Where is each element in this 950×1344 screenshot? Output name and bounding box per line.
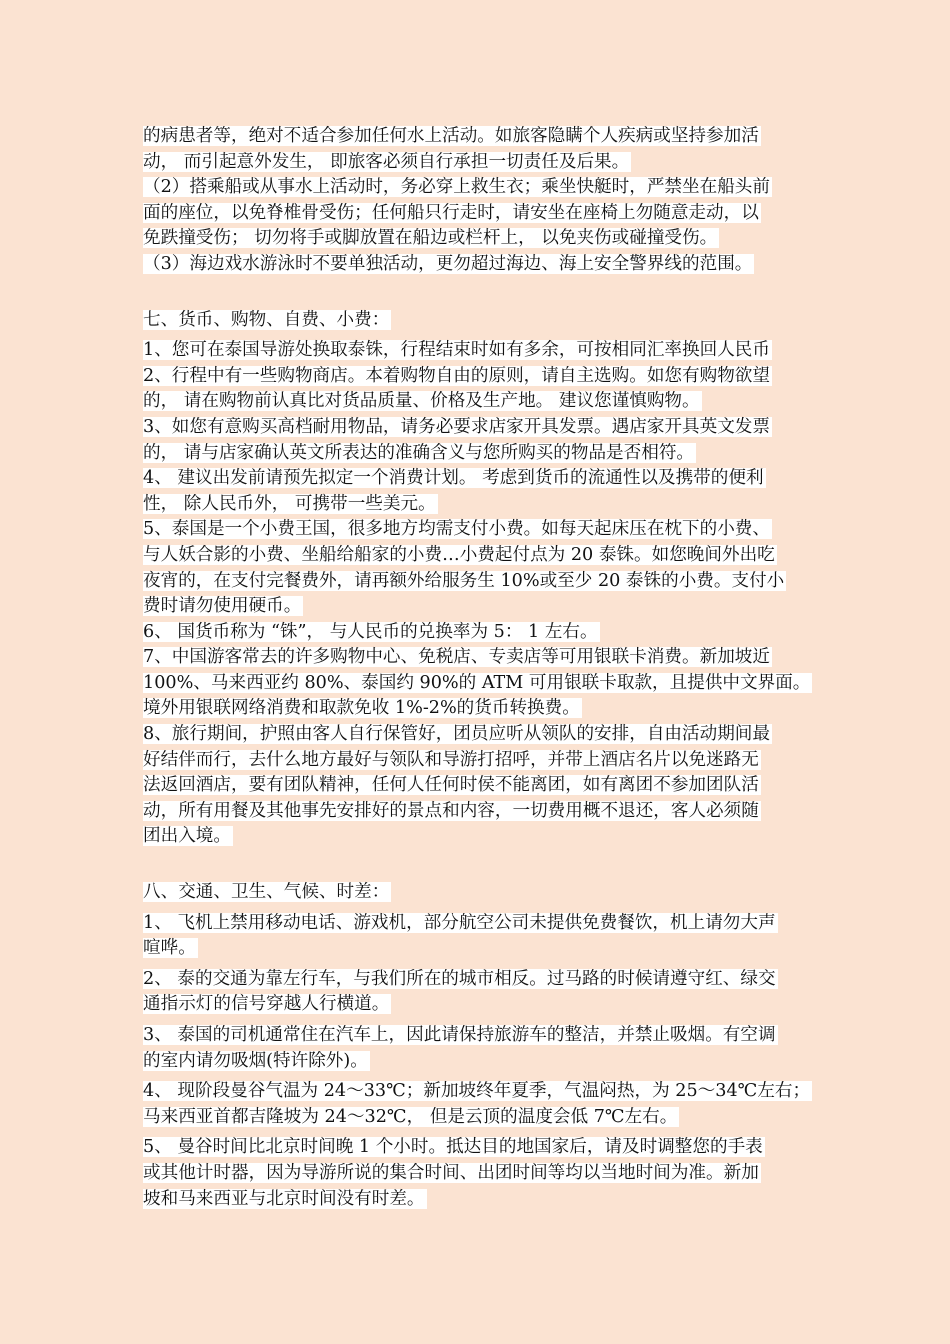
text-line: 面的座位，以免脊椎骨受伤；任何船只行走时，请安坐在座椅上勿随意走动，以 <box>143 202 759 223</box>
text-line: 境外用银联网络消费和取款免收 1%-2%的货币转换费。 <box>143 698 580 719</box>
list-item <box>143 1023 813 1074</box>
text-line: 好结伴而行，去什么地方最好与领队和导游打招呼，并带上酒店名片以免迷路无 <box>143 749 759 770</box>
text-line: 6、 国货币称为 “铢”， 与人民币的兑换率为 5： 1 左右。 <box>143 621 598 642</box>
list-item <box>143 338 813 364</box>
text-line: （3）海边戏水游泳时不要单独活动，更勿超过海边、海上安全警界线的范围。 <box>143 253 753 274</box>
list-item <box>143 722 813 850</box>
text-line: （2）搭乘船或从事水上活动时，务必穿上救生衣；乘坐快艇时，严禁坐在船头前 <box>143 177 770 198</box>
text-line: 通指示灯的信号穿越人行横道。 <box>143 994 390 1015</box>
list-item <box>143 415 813 466</box>
text-line: 坡和马来西亚与北京时间没有时差。 <box>143 1188 425 1209</box>
text-line: 3、 泰国的司机通常住在汽车上，因此请保持旅游车的整洁，并禁止吸烟。有空调 <box>143 1025 776 1045</box>
text-line: 喧哗。 <box>143 938 196 959</box>
text-line: 4、 建议出发前请预先拟定一个消费计划。 考虑到货币的流通性以及携带的便利 <box>143 468 764 489</box>
text-line: 5、泰国是一个小费王国，很多地方均需支付小费。如每天起床压在枕下的小费、 <box>143 519 770 540</box>
text-line: 马来西亚首都吉隆坡为 24～32℃， 但是云顶的温度会低 7℃左右。 <box>143 1106 678 1127</box>
text-line: 7、中国游客常去的许多购物中心、免税店、专卖店等可用银联卡消费。新加坡近 <box>143 647 770 668</box>
text-line: 4、 现阶段曼谷气温为 24～33℃；新加坡终年夏季，气温闷热，为 25～34℃左右； <box>143 1081 811 1102</box>
text-line: 团出入境。 <box>143 826 231 847</box>
text-line: 免跌撞受伤； 切勿将手或脚放置在船边或栏杆上， 以免夹伤或碰撞受伤。 <box>143 228 718 249</box>
text-line: 8、旅行期间，护照由客人自行保管好，团员应听从领队的安排，自由活动期间最 <box>143 724 770 745</box>
text-line: 2、行程中有一些购物商店。本着购物自由的原则，请自主选购。如您有购物欲望 <box>143 365 770 386</box>
text-line: 性， 除人民币外， 可携带一些美元。 <box>143 493 436 514</box>
spacer <box>143 278 813 308</box>
section-heading-7: 七、货币、购物、自费、小费： <box>143 309 390 330</box>
list-item <box>143 911 813 962</box>
text-line: 法返回酒店，要有团队精神，任何人任何时侯不能离团，如有离团不参加团队活 <box>143 775 759 796</box>
text-line: 的室内请勿吸烟(特许除外)。 <box>143 1050 368 1071</box>
text-line: 的病患者等，绝对不适合参加任何水上活动。如旅客隐瞒个人疾病或坚持参加活 <box>143 126 759 146</box>
text-line: 100%、马来西亚约 80%、泰国约 90%的 ATM 可用银联卡取款，且提供中文界面。 <box>143 672 811 693</box>
list-item <box>143 466 813 517</box>
list-item <box>143 620 813 646</box>
text-line: 费时请勿使用硬币。 <box>143 596 302 617</box>
text-line: 3、如您有意购买高档耐用物品，请务必要求店家开具发票。遇店家开具英文发票 <box>143 416 770 437</box>
section-heading-8: 八、交通、卫生、气候、时差： <box>143 882 390 903</box>
list-item <box>143 1079 813 1130</box>
text-line: 的， 请在购物前认真比对货品质量、价格及生产地。 建议您谨慎购物。 <box>143 391 700 412</box>
paragraph <box>143 252 813 278</box>
text-line: 动，所有用餐及其他事先安排好的景点和内容，一切费用概不退还，客人必须随 <box>143 800 759 821</box>
text-line: 2、 泰的交通为靠左行车，与我们所在的城市相反。过马路的时候请遵守红、绿交 <box>143 968 776 989</box>
text-line: 或其他计时器，因为导游所说的集合时间、出团时间等均以当地时间为准。新加 <box>143 1162 759 1183</box>
text-line: 与人妖合影的小费、坐船给船家的小费…小费起付点为 20 泰铢。如您晚间外出吃 <box>143 544 775 565</box>
list-item <box>143 364 813 415</box>
list-item <box>143 1135 813 1212</box>
text-line: 夜宵的，在支付完餐费外，请再额外给服务生 10%或至少 20 泰铢的小费。支付小 <box>143 570 785 591</box>
list-item <box>143 517 813 619</box>
text-line: 1、 飞机上禁用移动电话、游戏机，部分航空公司未提供免费餐饮，机上请勿大声 <box>143 912 776 933</box>
document-body <box>143 124 813 1212</box>
paragraph <box>143 124 813 175</box>
text-line: 的， 请与店家确认英文所表达的准确含义与您所购买的物品是否相符。 <box>143 442 695 463</box>
text-line: 动， 而引起意外发生， 即旅客必须自行承担一切责任及后果。 <box>143 151 630 172</box>
list-item <box>143 967 813 1018</box>
spacer <box>143 850 813 880</box>
text-line: 1、您可在泰国导游处换取泰铢，行程结束时如有多余，可按相同汇率换回人民币 <box>143 340 770 361</box>
text-line: 5、 曼谷时间比北京时间晚 1 个小时。抵达目的地国家后，请及时调整您的手表 <box>143 1137 763 1158</box>
paragraph <box>143 175 813 252</box>
list-item <box>143 645 813 722</box>
